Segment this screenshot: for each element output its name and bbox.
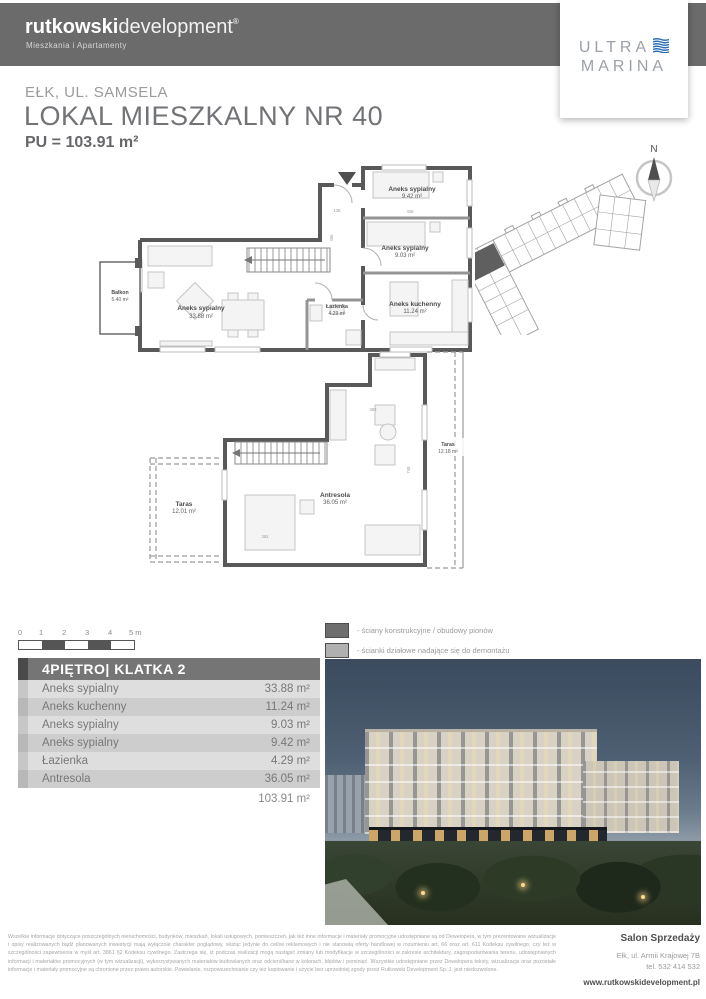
terrace-right-rails xyxy=(427,352,463,568)
table-row xyxy=(18,770,320,788)
brand-name-bold: rutkowski xyxy=(25,16,119,38)
scale-bar xyxy=(18,628,158,650)
scale-tick: 1 xyxy=(39,628,44,637)
room-label-balkon: Balkon xyxy=(111,290,129,296)
dim-label: 426 xyxy=(406,209,414,214)
garden-lamp xyxy=(641,895,645,899)
row-area: 9.42 m² xyxy=(271,737,310,749)
street-address: EŁK, UL. SAMSELA xyxy=(25,84,169,101)
main-building xyxy=(365,729,597,834)
room-area-taras1: 12.01 m² xyxy=(172,509,196,515)
table-header: 4PIĘTRO| KLATKA 2 xyxy=(18,658,320,680)
floorplan-lower xyxy=(130,350,480,585)
legend-label-partition: - ścianki działowe nadające się do demontażu xyxy=(357,646,510,655)
scale-tick: 4 xyxy=(108,628,113,637)
room-area-antresola: 36.05 m² xyxy=(323,500,347,506)
brand-tagline: Mieszkania i Apartamenty xyxy=(26,41,127,50)
sales-office-title: Salon Sprzedaży xyxy=(620,933,700,944)
website-link[interactable]: www.rutkowskidevelopment.pl xyxy=(583,977,700,987)
scale-strip xyxy=(18,640,135,650)
legend-label-structural: - ściany konstrukcyjne / obudowy pionów xyxy=(357,626,493,635)
ultra-marina-logo-card xyxy=(560,0,688,118)
stairs-lower xyxy=(232,442,327,464)
scale-tick: 3 xyxy=(85,628,90,637)
row-name: Łazienka xyxy=(42,755,89,767)
legal-disclaimer: Wszelkie informacje dotyczące poszczególnych nieruchomości, budynków, mieszkań, lokali usługowych, pomieszczeń, jak też inne informacje i materiały promocyjne udostępniane są od Dewelopera, w tym prezentowane wizualizacje i opisy realizowanych bądź planowanych inwestycji mają wyłącznie charakter poglądowy, służąc jedynie do celów reklamowych i nie stanowią oferty handlowej w rozumieniu art. 66 oraz art. 611 Kodeksu cywilnego, czy też w szczególności zapewnienia w myśl art. 3861 §2 Kodeksu cywilnego. Zastrzega się, iż podczas realizacji mogą nastąpić zmiany lub modyfikacje w szczególności w zakresie architektury, zagospodarowania terenu, udostępnianych informacji i materiałów promocyjnych (w tym wizualizacji), wykorzystywanych materiałów budowlanych oraz odcieni/barw w kolorach, błędów i pominięć. Wszystkie udostępniane przez Dewelopera teksty, wizualizacje oraz pozostałe informacje i materiały promocyjne są chronione przez prawo autorskie. Powielanie, rozpowszechnianie czy też kopiowanie i użycie bez uprzedniej zgody przez Rutkowski Development Sp. J. jest niedozwolone. xyxy=(8,934,556,973)
registered-mark: ® xyxy=(232,17,239,26)
garden-lamp xyxy=(421,891,425,895)
table-row xyxy=(18,716,320,734)
greenery xyxy=(325,841,701,925)
compass-north-label: N xyxy=(650,144,658,155)
room-label-taras1: Taras xyxy=(175,501,193,508)
row-name: Antresola xyxy=(42,773,91,785)
sales-office-info xyxy=(583,933,700,987)
building-outline xyxy=(475,171,646,335)
row-name: Aneks sypialny xyxy=(42,683,119,695)
legend-swatch-partition xyxy=(325,643,349,658)
room-label-bed1: Aneks sypialny xyxy=(388,186,436,193)
logo-line2: MARINA xyxy=(580,58,668,75)
table-row xyxy=(18,752,320,770)
table-row xyxy=(18,680,320,698)
room-area-taras2: 12.18 m² xyxy=(438,449,458,455)
right-building xyxy=(583,761,679,833)
page-title: LOKAL MIESZKALNY NR 40 xyxy=(24,101,384,131)
room-area-kitchen: 11.24 m² xyxy=(403,309,427,315)
row-name: Aneks sypialny xyxy=(42,737,119,749)
scale-tick: 0 xyxy=(18,628,23,637)
row-name: Aneks sypialny xyxy=(42,719,119,731)
row-area: 4.29 m² xyxy=(271,755,310,767)
site-plan xyxy=(475,140,705,335)
room-area-balkon: 5.40 m² xyxy=(111,297,129,303)
row-area: 9.03 m² xyxy=(271,719,310,731)
legend-swatch-structural xyxy=(325,623,349,638)
logo-line1: ULTRA xyxy=(578,39,651,56)
room-label-living: Aneks sypialny xyxy=(177,305,225,312)
compass-icon xyxy=(637,144,671,201)
brand-logo xyxy=(25,17,239,37)
dim-label: 383 xyxy=(369,407,377,412)
room-label-taras2: Taras xyxy=(441,442,455,448)
table-total: 103.91 m² xyxy=(258,793,310,805)
room-label-bath: Łazienka xyxy=(326,304,348,310)
office-address: Ełk, ul. Armii Krajowej 7B xyxy=(616,951,700,960)
row-area: 11.24 m² xyxy=(265,701,310,713)
stairs-upper xyxy=(244,248,330,272)
floorplan-upper xyxy=(90,160,480,355)
room-label-kitchen: Aneks kuchenny xyxy=(389,301,441,308)
dim-label: 748 xyxy=(406,466,411,474)
waves-icon xyxy=(653,38,669,58)
row-area: 33.88 m² xyxy=(264,683,310,695)
dim-label: 456 xyxy=(329,234,334,242)
room-table xyxy=(18,658,320,808)
building-photo xyxy=(325,659,701,925)
room-area-bath: 4.29 m² xyxy=(328,311,346,317)
room-label-antresola: Antresola xyxy=(320,492,350,499)
legend xyxy=(325,623,510,663)
office-phone: tel. 532 414 532 xyxy=(646,961,700,971)
garden-lamp xyxy=(521,883,525,887)
usable-area: PU = 103.91 m² xyxy=(25,134,139,151)
room-area-bed2: 9.03 m² xyxy=(394,253,416,259)
row-area: 36.05 m² xyxy=(264,773,310,785)
room-area-living: 33.88 m² xyxy=(189,314,213,320)
row-name: Aneks kuchenny xyxy=(42,701,127,713)
scale-tick: 2 xyxy=(62,628,67,637)
brand-name-light: development xyxy=(118,16,233,38)
room-label-bed2: Aneks sypialny xyxy=(381,245,429,252)
scale-tick: 5 m xyxy=(129,628,142,637)
room-area-bed1: 9.42 m² xyxy=(401,194,423,200)
table-row xyxy=(18,698,320,716)
dim-label: 362 xyxy=(261,534,269,539)
table-row xyxy=(18,734,320,752)
dim-label: 135 xyxy=(333,208,341,213)
